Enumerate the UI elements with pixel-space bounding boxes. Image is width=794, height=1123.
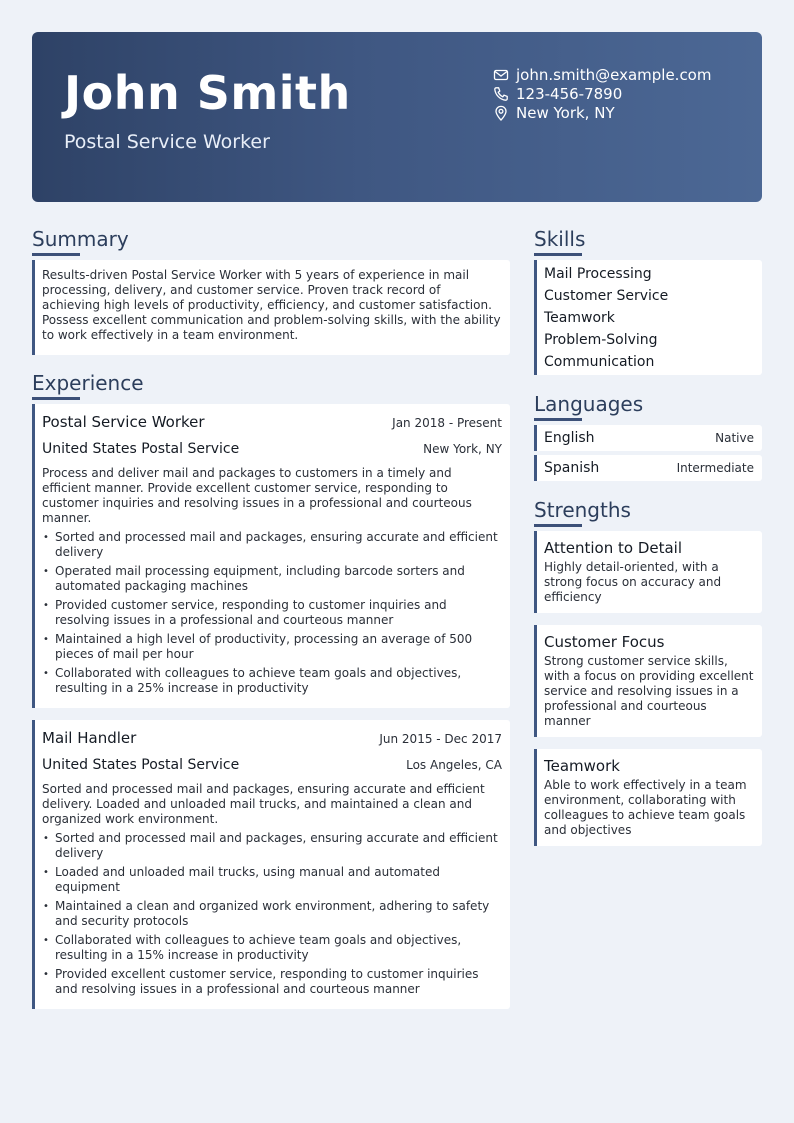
map-pin-icon xyxy=(493,105,509,121)
location-text: New York, NY xyxy=(516,103,615,122)
language-name: Spanish xyxy=(544,460,600,476)
job-company: United States Postal Service xyxy=(42,441,240,457)
job-bullet: • Provided customer service, responding to customer inquiries and resolving issues in a professional and courteous manner xyxy=(42,598,502,628)
job-bullet: • Maintained a high level of productivity, processing an average of 500 pieces of mail per hour xyxy=(42,632,502,662)
strength-card xyxy=(534,531,762,613)
job-bullet: • Loaded and unloaded mail trucks, using manual and automated equipment xyxy=(42,865,502,895)
job-bullet: • Sorted and processed mail and packages, ensuring accurate and efficient delivery xyxy=(42,831,502,861)
skills-heading: Skills xyxy=(534,227,586,251)
skill-item: Communication xyxy=(544,354,655,370)
strength-card xyxy=(534,625,762,737)
job-bullet: • Sorted and processed mail and packages, ensuring accurate and efficient delivery xyxy=(42,530,502,560)
skills-section xyxy=(534,226,762,375)
resume-header xyxy=(32,32,762,202)
contact-email[interactable] xyxy=(493,65,711,84)
candidate-title: Postal Service Worker xyxy=(64,131,270,153)
language-level: Intermediate xyxy=(676,461,754,475)
experience-section xyxy=(32,370,510,1009)
experience-card xyxy=(32,720,510,1009)
skills-card xyxy=(534,260,762,375)
job-description: Sorted and processed mail and packages, ensuring accurate and efficient delivery. Loaded and unloaded mail trucks, and maintained a clean and organized work environment. xyxy=(42,782,485,826)
strength-card xyxy=(534,749,762,846)
right-column xyxy=(534,226,762,846)
strength-title: Customer Focus xyxy=(544,633,665,651)
strength-title: Attention to Detail xyxy=(544,539,683,557)
job-bullet: • Collaborated with colleagues to achieve team goals and objectives, resulting in a 25% increase in productivity xyxy=(42,666,502,696)
heading-underline xyxy=(32,397,80,400)
job-dates: Jun 2015 - Dec 2017 xyxy=(379,732,502,746)
job-location: New York, NY xyxy=(423,442,502,456)
experience-card xyxy=(32,404,510,708)
strength-title: Teamwork xyxy=(544,757,620,775)
skill-item: Customer Service xyxy=(544,288,669,304)
job-bullets xyxy=(42,530,502,696)
job-bullets xyxy=(42,831,502,997)
experience-heading: Experience xyxy=(32,371,144,395)
languages-section xyxy=(534,391,762,481)
envelope-icon xyxy=(493,67,509,83)
heading-underline xyxy=(32,253,80,256)
job-dates: Jan 2018 - Present xyxy=(392,416,502,430)
job-bullet: • Provided excellent customer service, responding to customer inquiries and resolving issues in a professional and courteous manner xyxy=(42,967,502,997)
language-row xyxy=(534,455,762,481)
email-text: john.smith@example.com xyxy=(516,65,712,84)
job-subheader xyxy=(42,756,502,774)
language-level: Native xyxy=(715,431,754,445)
phone-text: 123-456-7890 xyxy=(516,84,623,103)
skill-item: Teamwork xyxy=(544,310,615,326)
heading-underline xyxy=(534,418,582,421)
languages-heading: Languages xyxy=(534,392,644,416)
language-row xyxy=(534,425,762,451)
job-title: Mail Handler xyxy=(42,729,137,747)
strength-description: Able to work effectively in a team environment, collaborating with colleagues to achieve team goals and objectives xyxy=(544,778,747,837)
contact-location xyxy=(493,103,711,122)
job-description: Process and deliver mail and packages to customers in a timely and efficient manner. Provide excellent customer service, responding to customer inquiries and resolving issues in a professional and courteous manner. xyxy=(42,466,472,525)
phone-icon xyxy=(493,86,509,102)
candidate-name: John Smith xyxy=(64,66,351,120)
job-subheader xyxy=(42,440,502,458)
skill-item: Problem-Solving xyxy=(544,332,658,348)
job-bullet: • Maintained a clean and organized work environment, adhering to safety and security protocols xyxy=(42,899,502,929)
summary-card: Results-driven Postal Service Worker with 5 years of experience in mail processing, delivery, and customer service. Proven track record of achieving high levels of productivity, efficiency, and customer satisfaction. Possess excellent communication and problem-solving skills, with the ability to work effectively in a team environment. xyxy=(32,260,510,355)
job-header xyxy=(42,729,502,748)
job-company: United States Postal Service xyxy=(42,757,240,773)
strengths-section xyxy=(534,497,762,846)
strength-description: Highly detail-oriented, with a strong focus on accuracy and efficiency xyxy=(544,560,722,604)
strengths-heading: Strengths xyxy=(534,498,631,522)
summary-heading: Summary xyxy=(32,227,129,251)
contact-info xyxy=(493,65,711,122)
job-bullet: • Operated mail processing equipment, including barcode sorters and automated packaging machines xyxy=(42,564,502,594)
job-location: Los Angeles, CA xyxy=(406,758,502,772)
language-name: English xyxy=(544,430,595,446)
left-column xyxy=(32,226,510,1009)
job-title: Postal Service Worker xyxy=(42,413,205,431)
heading-underline xyxy=(534,524,582,527)
job-header xyxy=(42,413,502,432)
heading-underline xyxy=(534,253,582,256)
job-bullet: • Collaborated with colleagues to achieve team goals and objectives, resulting in a 15% increase in productivity xyxy=(42,933,502,963)
contact-phone[interactable] xyxy=(493,84,711,103)
summary-section xyxy=(32,226,510,355)
skill-item: Mail Processing xyxy=(544,266,652,282)
strength-description: Strong customer service skills, with a focus on providing excellent service and resolving issues in a professional and courteous manner xyxy=(544,654,754,728)
